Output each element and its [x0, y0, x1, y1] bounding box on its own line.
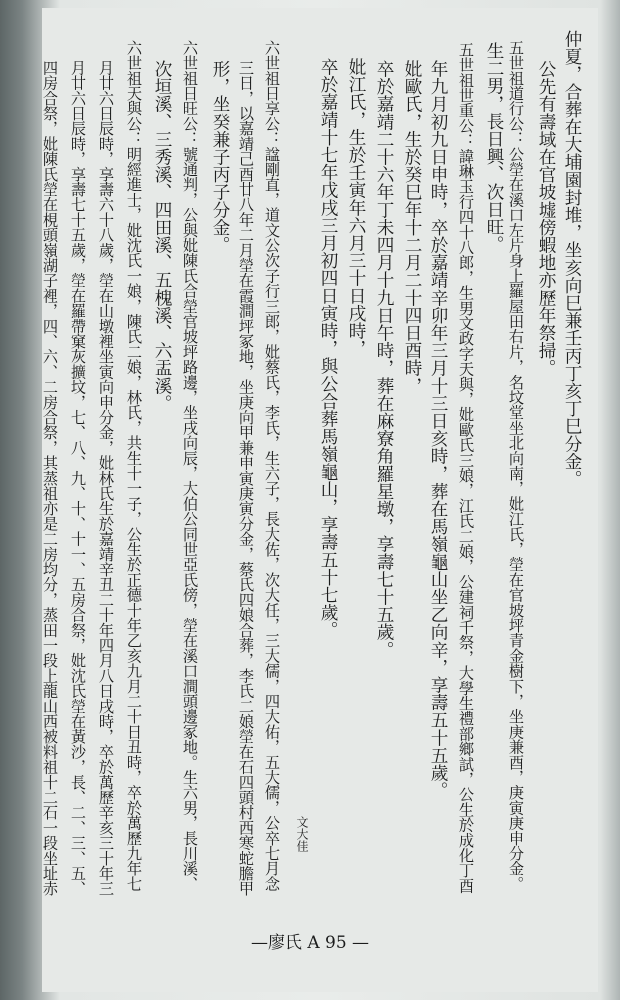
handwritten-note: 文大佳 [295, 816, 309, 852]
text-column-4: 生二男，長日興、次日旺。 [484, 42, 504, 254]
text-column-16: 六世祖天與公：明經進士，妣沈氏一娘，陳氏二娘，林氏，共生十一子，公生於正德十年乙亥九月二十日丑時，卒於萬歷九年七 [125, 40, 143, 892]
text-column-19: 四房合祭，妣陳氏塋在梘頭嶺湖子裡，四、六、二房合祭，其蒸祖亦是二房均分，蒸田一段上龍山西被料祖十二石一段坐址赤 [41, 60, 59, 896]
text-column-1: 仲夏，合葬在大埔園封堆，坐亥向巳兼壬丙丁亥丁巳分金。 [562, 30, 582, 488]
text-column-7: 妣歐氏，生於癸巳年十二月二十四日酉時， [402, 60, 422, 395]
text-column-5: 五世祖世重公：諱琳玉行四十八郎，生男文政字天與，妣歐氏三娘，江氏二娘，公建祠千祭，大學生禮部鄉試，公生於成化丁酉 [457, 42, 475, 894]
text-column-11: 六世祖日享公：諡剛直，道文公次子行三郎，妣蔡氏，李氏，生六子，長大佐，次大任，三大儒，四大佑，五大儒，公卒七月念 [263, 40, 281, 892]
text-column-12: 三日，以嘉靖己酉廿八年二月塋在霞澗坪冢地，坐庚向甲兼申寅庚寅分金，蔡氏四娘合葬，李氏二娘塋在石四頭村西寒蛇膽甲 [237, 60, 255, 896]
text-column-17: 月廿六日辰時，享壽六十八歲，塋在山墩裡坐寅向申分金，妣林氏生於嘉靖辛丑二十年四月八日戌時，卒於萬歷辛亥三十年三 [97, 60, 115, 896]
text-column-15: 次垣溪、三秀溪、四田溪、五槐溪、六盂溪。 [152, 60, 172, 412]
text-column-14: 六世祖日旺公：號通判，公與妣陳氏合塋官坡坪路邊，坐戌向辰，大伯公同世亞氏傍，塋在溪口澗頭邊冢地。生六男，長川溪、 [181, 40, 199, 892]
text-column-8: 卒於嘉靖二十六年丁未四月十九日午時，葬在麻寮角羅星墩，享壽七十五歲。 [374, 60, 394, 659]
page-footer: —廖氏 A 95 — [250, 933, 370, 953]
text-column-9: 妣江氏，生於壬寅年六月三十日戌時， [346, 58, 366, 358]
text-column-2: 公先有壽域在官坡墟傍蝦地亦歷年祭掃。 [536, 60, 556, 377]
text-column-13: 形，坐癸兼子丙子分金。 [210, 60, 230, 254]
text-column-3: 五世祖道行公：公塋在溪口左片身上羅屋田右片，名坟堂坐北向南，妣江氏，塋在官坡坪青金樹下，坐庚兼酉，庚寅庚申分金。 [507, 40, 525, 892]
text-column-18: 月廿六日辰時，享壽七十五歲，塋在羅帶窠灰擴坟，七、八、九、十、十一、五房合祭，妣沈氏塋在黃沙，長、二、三、五、 [69, 60, 87, 896]
text-column-10: 卒於嘉靖十七年戊戌三月初四日寅時，與公合葬馬嶺龜山，享壽五十七歲。 [318, 58, 338, 639]
text-column-6: 年九月初九日申時，卒於嘉靖辛卯年三月十三日亥時，葬在馬嶺龜山坐乙向辛，享壽五十五歲。 [428, 60, 448, 800]
